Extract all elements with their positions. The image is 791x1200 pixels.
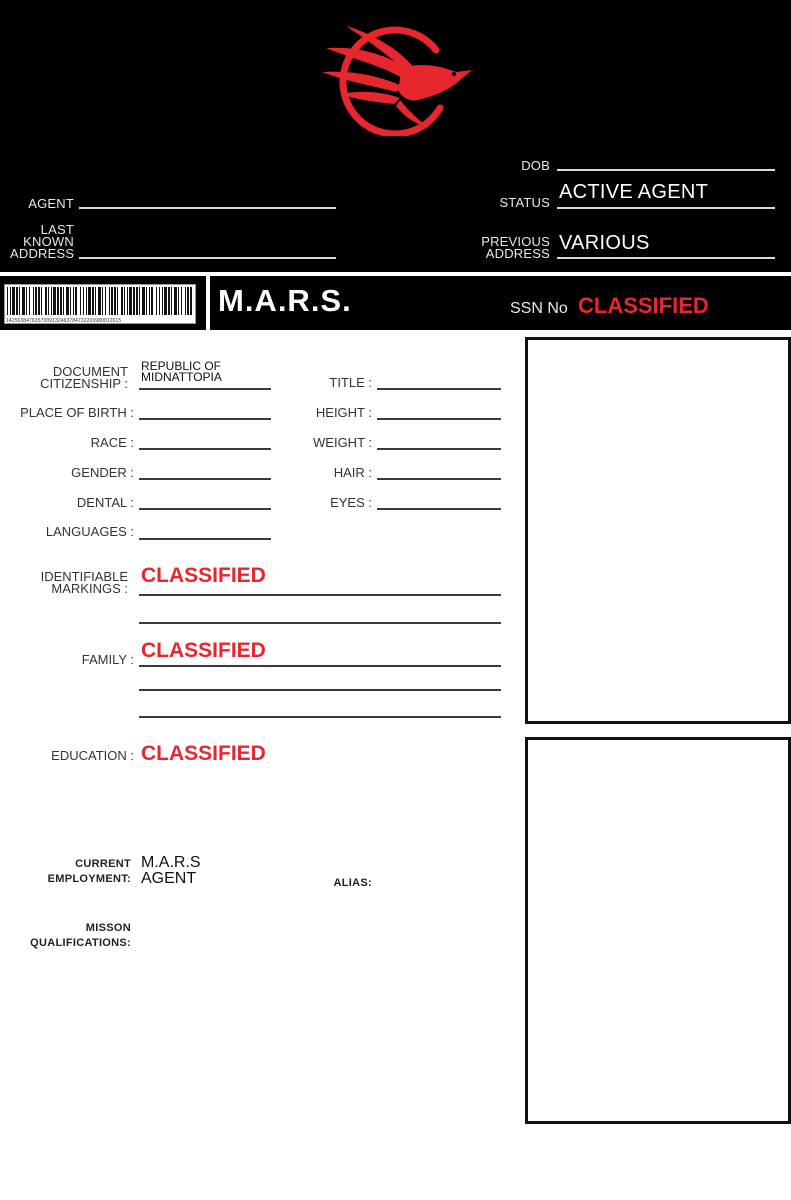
current-employment-value-1: M.A.R.S (141, 854, 201, 871)
barcode-bar (80, 287, 81, 315)
document-citizenship-line (139, 388, 271, 390)
barcode-bar (95, 287, 96, 315)
barcode-bar (33, 287, 34, 315)
agent-line (79, 207, 336, 209)
barcode-bar (86, 287, 87, 315)
current-employment-value-2: AGENT (141, 870, 197, 887)
barcode-bar (38, 287, 40, 315)
barcode-bar (92, 287, 94, 315)
barcode-bar (146, 287, 147, 315)
identifiable-markings-label-1: IDENTIFIABLE (40, 569, 128, 584)
hair-label: HAIR : (333, 465, 372, 480)
barcode-bar (98, 287, 101, 315)
barcode-bar (48, 287, 49, 315)
barcode-bar (60, 287, 62, 315)
family-label: FAMILY : (81, 652, 134, 667)
ssn-value: CLASSIFIED (578, 293, 709, 318)
document-citizenship-value (141, 361, 222, 383)
barcode-bars-icon (5, 286, 195, 316)
barcode-bar (142, 287, 145, 315)
identifiable-markings-label-2: MARKINGS : (51, 581, 128, 596)
last-known-address-label-2: KNOWN (23, 234, 74, 249)
education-label: EDUCATION : (51, 748, 134, 763)
current-employment-value (141, 855, 201, 887)
alias-label: ALIAS: (333, 877, 372, 889)
barcode-bar (136, 287, 138, 315)
education-value: CLASSIFIED (141, 742, 266, 765)
eyes-label: EYES : (330, 495, 372, 510)
last-known-address-label-1: LAST (40, 222, 74, 237)
barcode-number: 1425638476357009132463784732209980012615 (6, 318, 122, 324)
mission-qualifications-label-1: MISSON (85, 922, 131, 934)
barcode-bar (29, 287, 30, 315)
barcode-bar (190, 287, 192, 315)
family-line-3 (139, 716, 501, 718)
last-known-address-line (79, 257, 336, 259)
previous-address-label-2: ADDRESS (485, 246, 550, 261)
mission-qualifications-label (4, 921, 131, 951)
organization-title: M.A.R.S. (218, 283, 352, 318)
barcode-bar (35, 287, 37, 315)
place-of-birth-label: PLACE OF BIRTH : (20, 405, 134, 420)
barcode-bar (73, 287, 74, 315)
barcode-bar (159, 287, 160, 315)
document-citizenship-value-2: MIDNATTOPIA (141, 370, 222, 384)
barcode-bar (7, 287, 8, 315)
dental-label: DENTAL : (76, 495, 134, 510)
barcode-bar (26, 287, 27, 315)
barcode-bar (187, 287, 189, 315)
barcode-bar (111, 287, 113, 315)
barcode-bar (168, 287, 170, 315)
family-line-2 (139, 689, 501, 691)
previous-address-value: VARIOUS (559, 232, 650, 254)
dob-line (557, 169, 775, 171)
previous-address-label-1: PREVIOUS (481, 234, 550, 249)
current-employment-label-1: CURRENT (75, 858, 131, 870)
barcode-bar (164, 287, 167, 315)
height-label: HEIGHT : (315, 405, 372, 420)
last-known-address-label (10, 224, 74, 260)
barcode-bar (83, 287, 84, 315)
mission-qualifications-label-2: QUALIFICATIONS: (30, 937, 131, 949)
barcode-bar (105, 287, 106, 315)
barcode-bar (127, 287, 128, 315)
weight-label: WEIGHT : (313, 435, 372, 450)
status-value: ACTIVE AGENT (559, 181, 709, 203)
current-employment-label (10, 857, 131, 887)
hair-line (377, 478, 501, 480)
family-value: CLASSIFIED (141, 639, 266, 662)
barcode-bar (12, 287, 15, 315)
identifiable-markings-label (10, 571, 128, 595)
title-label: TITLE : (329, 375, 372, 390)
barcode-bar (41, 287, 42, 315)
phoenix-bird-logo-icon (318, 20, 474, 136)
identifiable-markings-line-1 (139, 594, 501, 596)
barcode-bar (102, 287, 103, 315)
gender-label: GENDER : (71, 465, 134, 480)
race-label: RACE : (90, 435, 134, 450)
barcode-bar (162, 287, 163, 315)
dental-line (139, 508, 271, 510)
barcode-bar (70, 287, 71, 315)
status-label: STATUS (499, 195, 550, 210)
barcode-bar (22, 287, 25, 315)
band-separator (206, 276, 210, 330)
race-line (139, 448, 271, 450)
weight-line (377, 448, 501, 450)
status-line (557, 207, 775, 209)
identifiable-markings-value: CLASSIFIED (141, 564, 266, 587)
height-line (377, 418, 501, 420)
barcode-bar (174, 287, 177, 315)
ssn-label: SSN No (510, 300, 568, 317)
barcode-bar (10, 287, 11, 315)
languages-line (139, 538, 271, 540)
barcode-bar (66, 287, 69, 315)
eyes-line (377, 508, 501, 510)
photo-box-bottom (525, 737, 791, 1124)
barcode-bar (139, 287, 140, 315)
last-known-address-label-3: ADDRESS (10, 246, 75, 261)
barcode-bar (181, 287, 182, 315)
document-citizenship-value-1: REPUBLIC OF (141, 359, 222, 373)
languages-label: LANGUAGES : (45, 524, 134, 539)
barcode-bar (57, 287, 59, 315)
previous-address-line (557, 257, 775, 259)
place-of-birth-line (139, 418, 271, 420)
barcode-bar (75, 287, 77, 315)
barcode-bar (51, 287, 52, 315)
barcode-bar (121, 287, 123, 315)
barcode-bar (151, 287, 153, 315)
barcode-bar (171, 287, 172, 315)
barcode-bar (129, 287, 132, 315)
document-citizenship-label-2: CITIZENSHIP : (40, 376, 128, 391)
barcode-bar (53, 287, 56, 315)
barcode-bar (16, 287, 18, 315)
agent-label: AGENT (28, 196, 74, 211)
barcode-bar (124, 287, 125, 315)
barcode-bar (178, 287, 179, 315)
document-citizenship-label (20, 366, 128, 390)
dob-label: DOB (521, 158, 550, 173)
barcode-bar (19, 287, 20, 315)
barcode-bar (88, 287, 91, 315)
identifiable-markings-line-2 (139, 622, 501, 624)
barcode-bar (109, 287, 110, 315)
barcode-bar (156, 287, 157, 315)
barcode-bar (114, 287, 116, 315)
barcode-bar (133, 287, 135, 315)
previous-address-label (480, 236, 550, 260)
title-line (377, 388, 501, 390)
photo-box-top (525, 337, 791, 724)
document-citizenship-label-1: DOCUMENT (52, 364, 128, 379)
barcode-bar (149, 287, 150, 315)
barcode-bar (185, 287, 186, 315)
barcode-bar (117, 287, 118, 315)
barcode-bar (63, 287, 64, 315)
barcode-bar (45, 287, 47, 315)
current-employment-label-2: EMPLOYMENT: (47, 873, 131, 885)
family-line-1 (139, 665, 501, 667)
gender-line (139, 478, 271, 480)
